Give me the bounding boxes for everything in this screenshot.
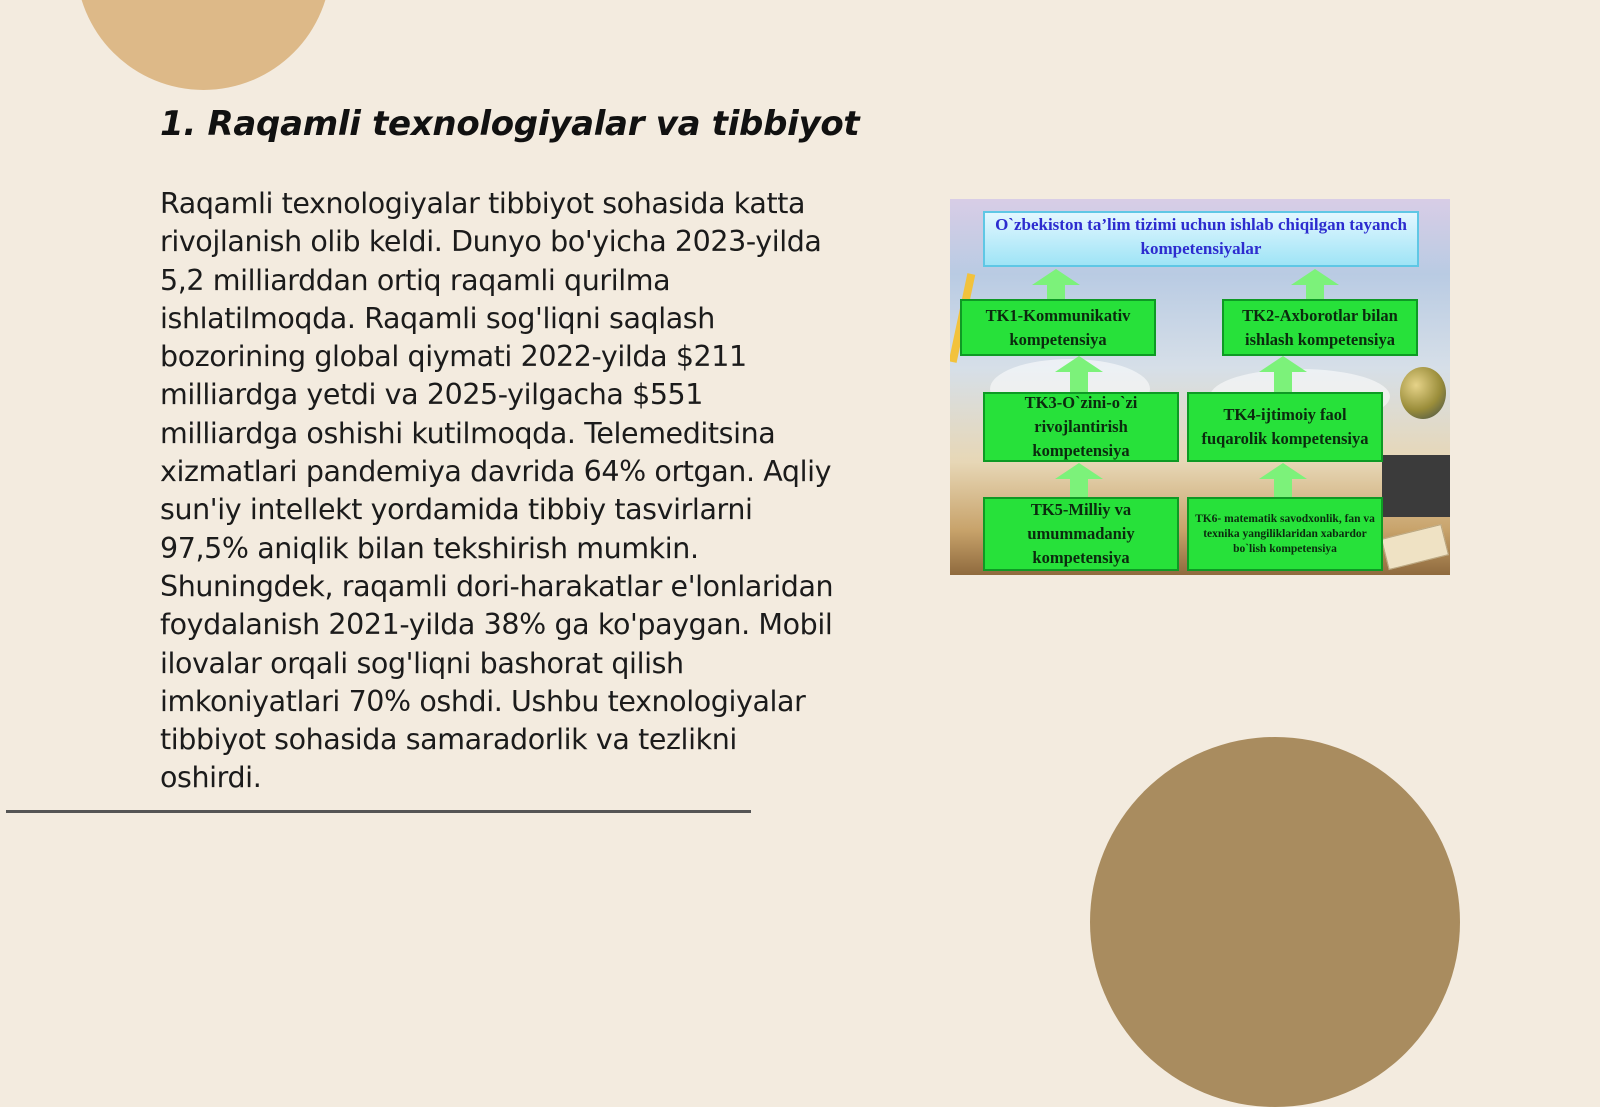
arrow-stem [1274,478,1292,498]
box-tk3 [983,392,1179,462]
arrow-up-icon [1291,269,1339,285]
arrow-up-icon [1259,356,1307,372]
arrow-stem [1047,283,1065,300]
box-tk4-label: TK4-ijtimoiy faol fuqarolik kompetensiya [1201,405,1369,448]
book-icon [1381,524,1449,570]
globe-icon [1400,367,1446,419]
arrow-up-icon [1259,463,1307,479]
divider-line [6,810,751,813]
decorative-circle-bottom [1090,737,1460,1107]
box-tk3-label: TK3-O`zini-o`zi rivojlantirish kompetensiya [1024,393,1138,460]
box-tk2-label: TK2-Axborotlar bilan ishlash kompetensiya [1242,305,1398,349]
slide-body-text: Raqamli texnologiyalar tibbiyot sohasida katta rivojlanish olib keldi. Dunyo bo'yicha 2023-yilda 5,2 milliarddan ortiq raqamli qurilma ishlatilmoqda. Raqamli sog'liqni saqlash bozorining global qiymati 2022-yilda $211 milliardga yetdi va 2025-yilgacha $551 milliardga oshishi kutilmoqda. Telemeditsina xizmatlari pandemiya davrida 64% ortgan. Aqliy sun'iy intellekt yordamida tibbiy tasvirlarni 97,5% aniqlik bilan tekshirish mumkin. Shuningdek, raqamli dori-harakatlar e'lonlaridan foydalanish 2021-yilda 38% ga ko'paygan. Mobil ilovalar orqali sog'liqni bashorat qilish imkoniyatlari 70% oshdi. Ushbu texnologiyalar tibbiyot sohasida samaradorlik va tezlikni oshirdi. [160,187,834,795]
framework-header-text: O`zbekiston ta’lim tizimi uchun ishlab chiqilgan tayanch kompetensiyalar [995,215,1407,258]
competency-framework-image [950,199,1450,575]
box-tk6 [1187,497,1383,571]
decorative-circle-top [76,0,331,90]
arrow-stem [1070,478,1088,498]
box-tk2 [1222,299,1418,356]
arrow-stem [1306,283,1324,300]
box-tk4 [1187,392,1383,462]
box-tk5 [983,497,1179,571]
box-tk5-label: TK5-Milliy va umummadaniy kompetensiya [1027,500,1135,567]
box-tk6-label: TK6- matematik savodxonlik, fan va texnika yangiliklaridan xabardor bo`lish kompetensiya [1195,512,1375,555]
chalkboard-icon [1382,455,1450,517]
arrow-up-icon [1055,463,1103,479]
arrow-up-icon [1032,269,1080,285]
box-tk1 [960,299,1156,356]
slide-title: 1. Raqamli texnologiyalar va tibbiyot [160,104,860,144]
box-tk1-label: TK1-Kommunikativ kompetensiya [985,305,1131,349]
arrow-up-icon [1055,356,1103,372]
